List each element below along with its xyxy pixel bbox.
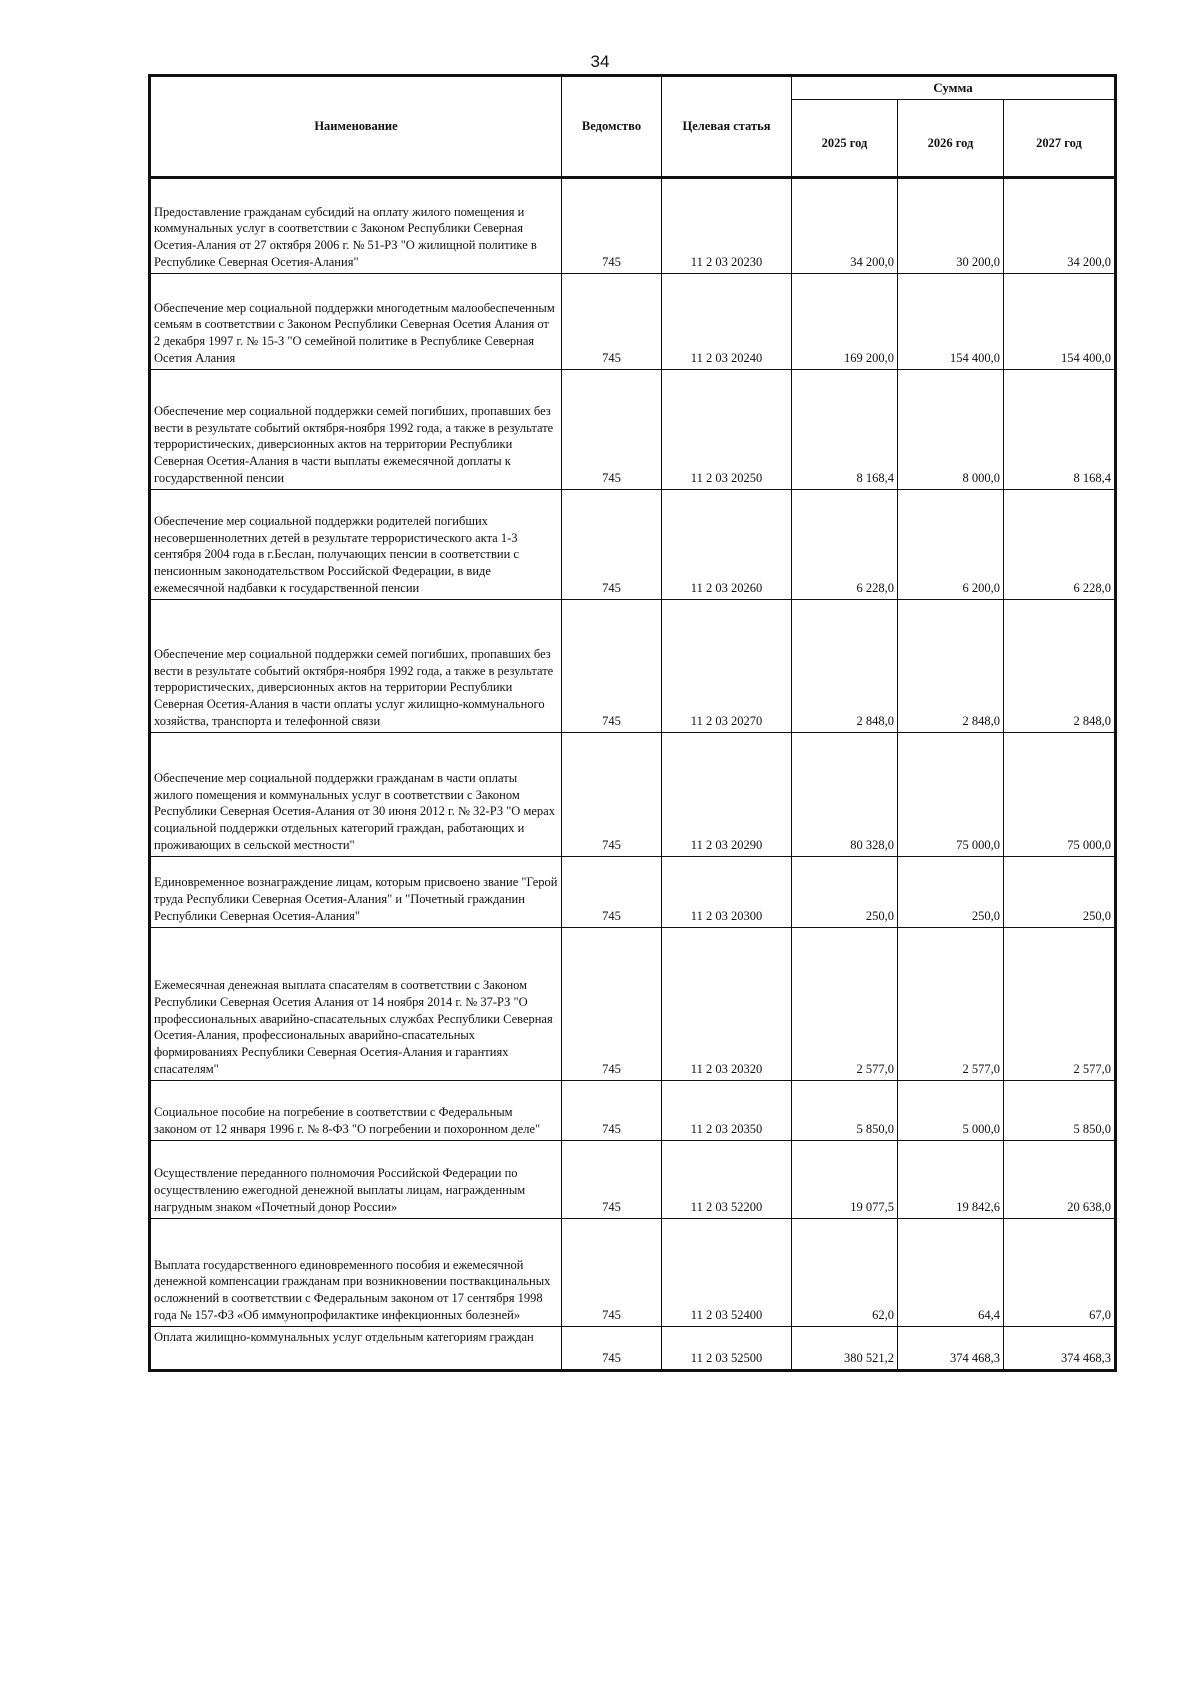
row-department: 745	[562, 733, 662, 857]
row-amount-2025: 34 200,0	[792, 178, 898, 274]
row-name: Обеспечение мер социальной поддержки семей погибших, пропавших без вести в результате событий октября-ноября 1992 года, а также в результате террористических, диверсионных актов на территории Республики Северная Осетия-Алания в части оплаты услуг жилищно-коммунального хозяйства, транспорта и телефонной связи	[150, 600, 562, 733]
row-amount-2027: 2 848,0	[1004, 600, 1116, 733]
row-amount-2027: 5 850,0	[1004, 1081, 1116, 1141]
row-amount-2027: 2 577,0	[1004, 928, 1116, 1081]
table-row	[150, 1219, 1116, 1327]
row-amount-2026: 75 000,0	[898, 733, 1004, 857]
header-year-2025: 2025 год	[792, 100, 898, 178]
header-target-article: Целевая статья	[662, 76, 792, 178]
row-amount-2025: 2 848,0	[792, 600, 898, 733]
row-name: Обеспечение мер социальной поддержки многодетным малообеспеченным семьям в соответствии с Законом Республики Северная Осетия Алания от 2 декабря 1997 г. № 15-З "О семейной политике в Республике Северная Осетия Алания	[150, 274, 562, 370]
row-amount-2027: 6 228,0	[1004, 490, 1116, 600]
row-code: 11 2 03 52400	[662, 1219, 792, 1327]
row-code: 11 2 03 20230	[662, 178, 792, 274]
row-name: Обеспечение мер социальной поддержки родителей погибших несовершеннолетних детей в результате террористического акта 1-3 сентября 2004 года в г.Беслан, получающих пенсии в соответствии с пенсионным законодательством Российской Федерации, в виде ежемесячной надбавки к государственной пенсии	[150, 490, 562, 600]
row-name: Выплата государственного единовременного пособия и ежемесячной денежной компенсации гражданам при возникновении поствакцинальных осложнений в соответствии с Федеральным законом от 17 сентября 1998 года № 157-ФЗ «Об иммунопрофилактике инфекционных болезней»	[150, 1219, 562, 1327]
table-row	[150, 178, 1116, 274]
table-row	[150, 1327, 1116, 1371]
row-amount-2025: 250,0	[792, 857, 898, 928]
row-amount-2025: 169 200,0	[792, 274, 898, 370]
table-row	[150, 928, 1116, 1081]
row-code: 11 2 03 52200	[662, 1141, 792, 1219]
row-amount-2025: 8 168,4	[792, 370, 898, 490]
header-sum: Сумма	[792, 76, 1116, 100]
row-department: 745	[562, 600, 662, 733]
row-department: 745	[562, 274, 662, 370]
row-department: 745	[562, 490, 662, 600]
row-name: Оплата жилищно-коммунальных услуг отдельным категориям граждан	[150, 1327, 562, 1371]
row-department: 745	[562, 857, 662, 928]
header-name: Наименование	[150, 76, 562, 178]
row-name: Обеспечение мер социальной поддержки гражданам в части оплаты жилого помещения и коммунальных услуг в соответствии с Законом Республики Северная Осетия-Алания от 30 июня 2012 г. № 32-РЗ "О мерах социальной поддержки отдельных категорий граждан, работающих и проживающих в сельской местности"	[150, 733, 562, 857]
row-department: 745	[562, 1141, 662, 1219]
row-amount-2027: 20 638,0	[1004, 1141, 1116, 1219]
header-year-2027: 2027 год	[1004, 100, 1116, 178]
row-amount-2026: 30 200,0	[898, 178, 1004, 274]
row-amount-2027: 8 168,4	[1004, 370, 1116, 490]
table-row	[150, 1081, 1116, 1141]
row-name: Предоставление гражданам субсидий на оплату жилого помещения и коммунальных услуг в соответствии с Законом Республики Северная Осетия-Алания от 27 октября 2006 г. № 51-РЗ "О жилищной политике в Республике Северная Осетия-Алания"	[150, 178, 562, 274]
table-row	[150, 857, 1116, 928]
row-amount-2026: 5 000,0	[898, 1081, 1004, 1141]
row-amount-2027: 67,0	[1004, 1219, 1116, 1327]
row-amount-2027: 374 468,3	[1004, 1327, 1116, 1371]
row-amount-2027: 34 200,0	[1004, 178, 1116, 274]
row-amount-2026: 154 400,0	[898, 274, 1004, 370]
row-amount-2025: 2 577,0	[792, 928, 898, 1081]
row-code: 11 2 03 20350	[662, 1081, 792, 1141]
row-amount-2025: 19 077,5	[792, 1141, 898, 1219]
row-amount-2026: 19 842,6	[898, 1141, 1004, 1219]
row-amount-2025: 80 328,0	[792, 733, 898, 857]
row-name: Единовременное вознаграждение лицам, которым присвоено звание "Герой труда Республики Северная Осетия-Алания" и "Почетный гражданин Республики Северная Осетия-Алания"	[150, 857, 562, 928]
row-department: 745	[562, 928, 662, 1081]
row-amount-2026: 6 200,0	[898, 490, 1004, 600]
row-amount-2026: 250,0	[898, 857, 1004, 928]
row-code: 11 2 03 20300	[662, 857, 792, 928]
table-row	[150, 370, 1116, 490]
budget-table	[148, 74, 1117, 1372]
row-amount-2026: 2 577,0	[898, 928, 1004, 1081]
table-row	[150, 1141, 1116, 1219]
row-name: Ежемесячная денежная выплата спасателям в соответствии с Законом Республики Северная Осетия Алания от 14 ноября 2014 г. № 37-РЗ "О профессиональных аварийно-спасательных службах Республики Северная Осетия-Алания, профессиональных аварийно-спасательных формированиях Республики Северная Осетия-Алания и гарантиях спасателям"	[150, 928, 562, 1081]
row-department: 745	[562, 178, 662, 274]
row-amount-2027: 250,0	[1004, 857, 1116, 928]
row-name: Социальное пособие на погребение в соответствии с Федеральным законом от 12 января 1996 г. № 8-ФЗ "О погребении и похоронном деле"	[150, 1081, 562, 1141]
row-amount-2027: 75 000,0	[1004, 733, 1116, 857]
row-code: 11 2 03 20290	[662, 733, 792, 857]
table-row	[150, 490, 1116, 600]
table-header	[150, 76, 1116, 178]
row-amount-2026: 374 468,3	[898, 1327, 1004, 1371]
row-code: 11 2 03 20260	[662, 490, 792, 600]
table-row	[150, 600, 1116, 733]
row-code: 11 2 03 20250	[662, 370, 792, 490]
header-year-2026: 2026 год	[898, 100, 1004, 178]
row-amount-2025: 5 850,0	[792, 1081, 898, 1141]
row-department: 745	[562, 370, 662, 490]
row-code: 11 2 03 20240	[662, 274, 792, 370]
row-name: Обеспечение мер социальной поддержки семей погибших, пропавших без вести в результате событий октября-ноября 1992 года, а также в результате террористических, диверсионных актов на территории Республики Северная Осетия-Алания в части выплаты ежемесячной доплаты к государственной пенсии	[150, 370, 562, 490]
row-amount-2025: 380 521,2	[792, 1327, 898, 1371]
table-row	[150, 274, 1116, 370]
row-name: Осуществление переданного полномочия Российской Федерации по осуществлению ежегодной денежной выплаты лицам, награжденным нагрудным знаком «Почетный донор России»	[150, 1141, 562, 1219]
table-row	[150, 733, 1116, 857]
row-amount-2027: 154 400,0	[1004, 274, 1116, 370]
header-department: Ведомство	[562, 76, 662, 178]
row-department: 745	[562, 1081, 662, 1141]
table-body	[150, 178, 1116, 1371]
row-department: 745	[562, 1219, 662, 1327]
row-department: 745	[562, 1327, 662, 1371]
row-amount-2026: 2 848,0	[898, 600, 1004, 733]
row-amount-2025: 62,0	[792, 1219, 898, 1327]
row-amount-2026: 64,4	[898, 1219, 1004, 1327]
row-code: 11 2 03 20320	[662, 928, 792, 1081]
page-number: 34	[590, 52, 610, 71]
row-amount-2025: 6 228,0	[792, 490, 898, 600]
row-code: 11 2 03 52500	[662, 1327, 792, 1371]
row-amount-2026: 8 000,0	[898, 370, 1004, 490]
row-code: 11 2 03 20270	[662, 600, 792, 733]
